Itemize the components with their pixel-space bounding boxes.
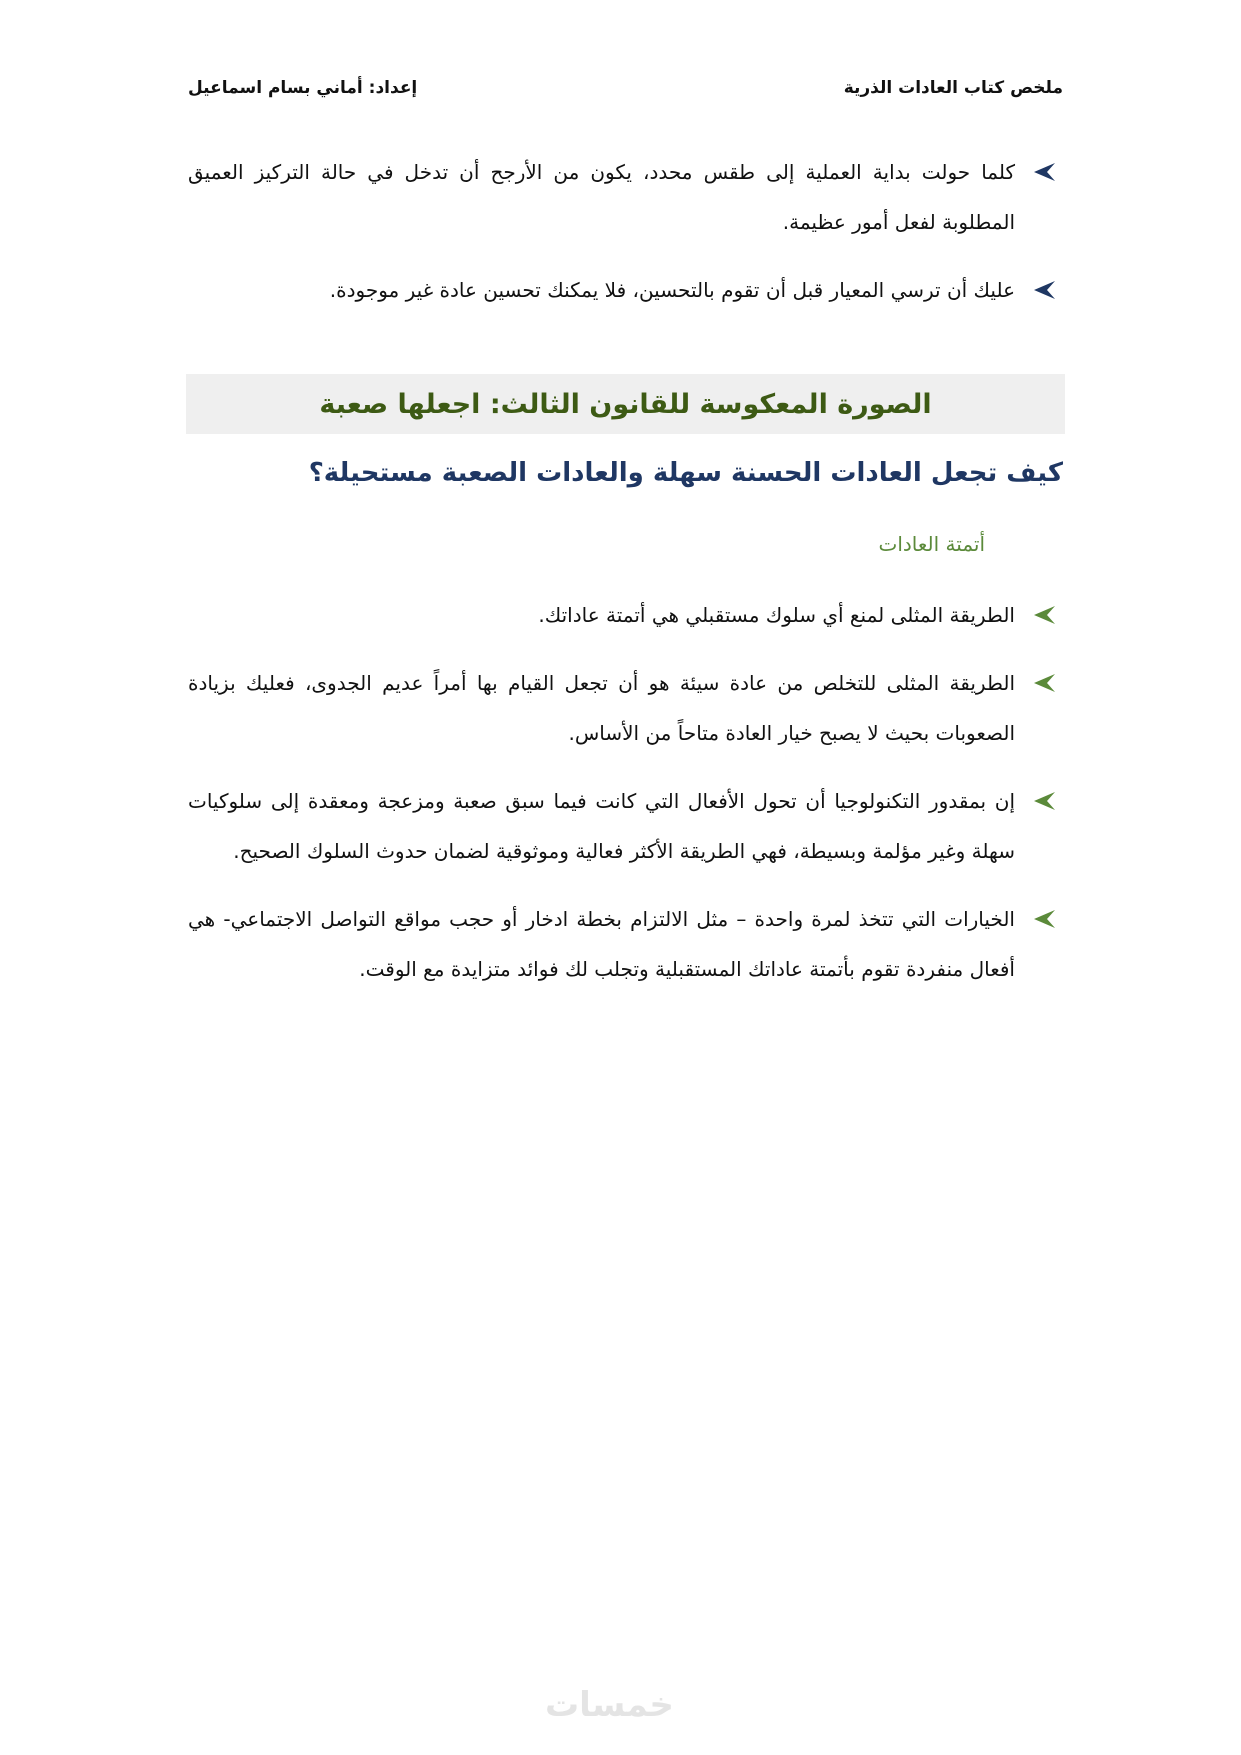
subheading: أتمتة العادات [878,532,985,556]
top-bullet-list [188,147,1063,333]
bullet-text: عليك أن ترسي المعيار قبل أن تقوم بالتحسين، فلا يمكنك تحسين عادة غير موجودة. [329,278,1015,302]
list-item [188,147,1063,247]
list-item [188,265,1063,315]
bullet-text: الطريقة المثلى لمنع أي سلوك مستقبلي هي أتمتة عاداتك. [538,603,1015,627]
section-title-box [186,374,1065,434]
bullet-text: كلما حولت بداية العملية إلى طقس محدد، يكون من الأرجح أن تدخل في حالة التركيز العميق المطلوبة لفعل أمور عظيمة. [188,160,1015,234]
arrowhead-bullet-icon [1031,278,1057,302]
list-item [188,776,1063,876]
header-author: إعداد: أماني بسام اسماعيل [188,78,418,98]
arrowhead-bullet-icon [1031,789,1057,813]
arrowhead-bullet-icon [1031,603,1057,627]
section-title: الصورة المعكوسة للقانون الثالث: اجعلها صعبة [319,388,932,420]
bullet-text: إن بمقدور التكنولوجيا أن تحول الأفعال التي كانت فيما سبق صعبة ومزعجة ومعقدة إلى سلوكيات سهلة وغير مؤلمة وبسيطة، فهي الطريقة الأكثر فعالية وموثوقية لضمان حدوث السلوك الصحيح. [188,789,1015,863]
watermark-logo: خمسات [545,1685,674,1725]
list-item [188,590,1063,640]
arrowhead-bullet-icon [1031,160,1057,184]
bullet-text: الطريقة المثلى للتخلص من عادة سيئة هو أن تجعل القيام بها أمراً عديم الجدوى، فعليك بزيادة الصعوبات بحيث لا يصبح خيار العادة متاحاً من الأساس. [188,671,1015,745]
bullet-text: الخيارات التي تتخذ لمرة واحدة – مثل الالتزام بخطة ادخار أو حجب مواقع التواصل الاجتماعي- هي أفعال منفردة تقوم بأتمتة عاداتك المستقبلية وتجلب لك فوائد متزايدة مع الوقت. [188,907,1015,981]
list-item [188,894,1063,994]
question-heading: كيف تجعل العادات الحسنة سهلة والعادات الصعبة مستحيلة؟ [308,458,1063,488]
arrowhead-bullet-icon [1031,907,1057,931]
list-item [188,658,1063,758]
header-book-title: ملخص كتاب العادات الذرية [843,78,1063,98]
bottom-bullet-list [188,590,1063,1012]
arrowhead-bullet-icon [1031,671,1057,695]
